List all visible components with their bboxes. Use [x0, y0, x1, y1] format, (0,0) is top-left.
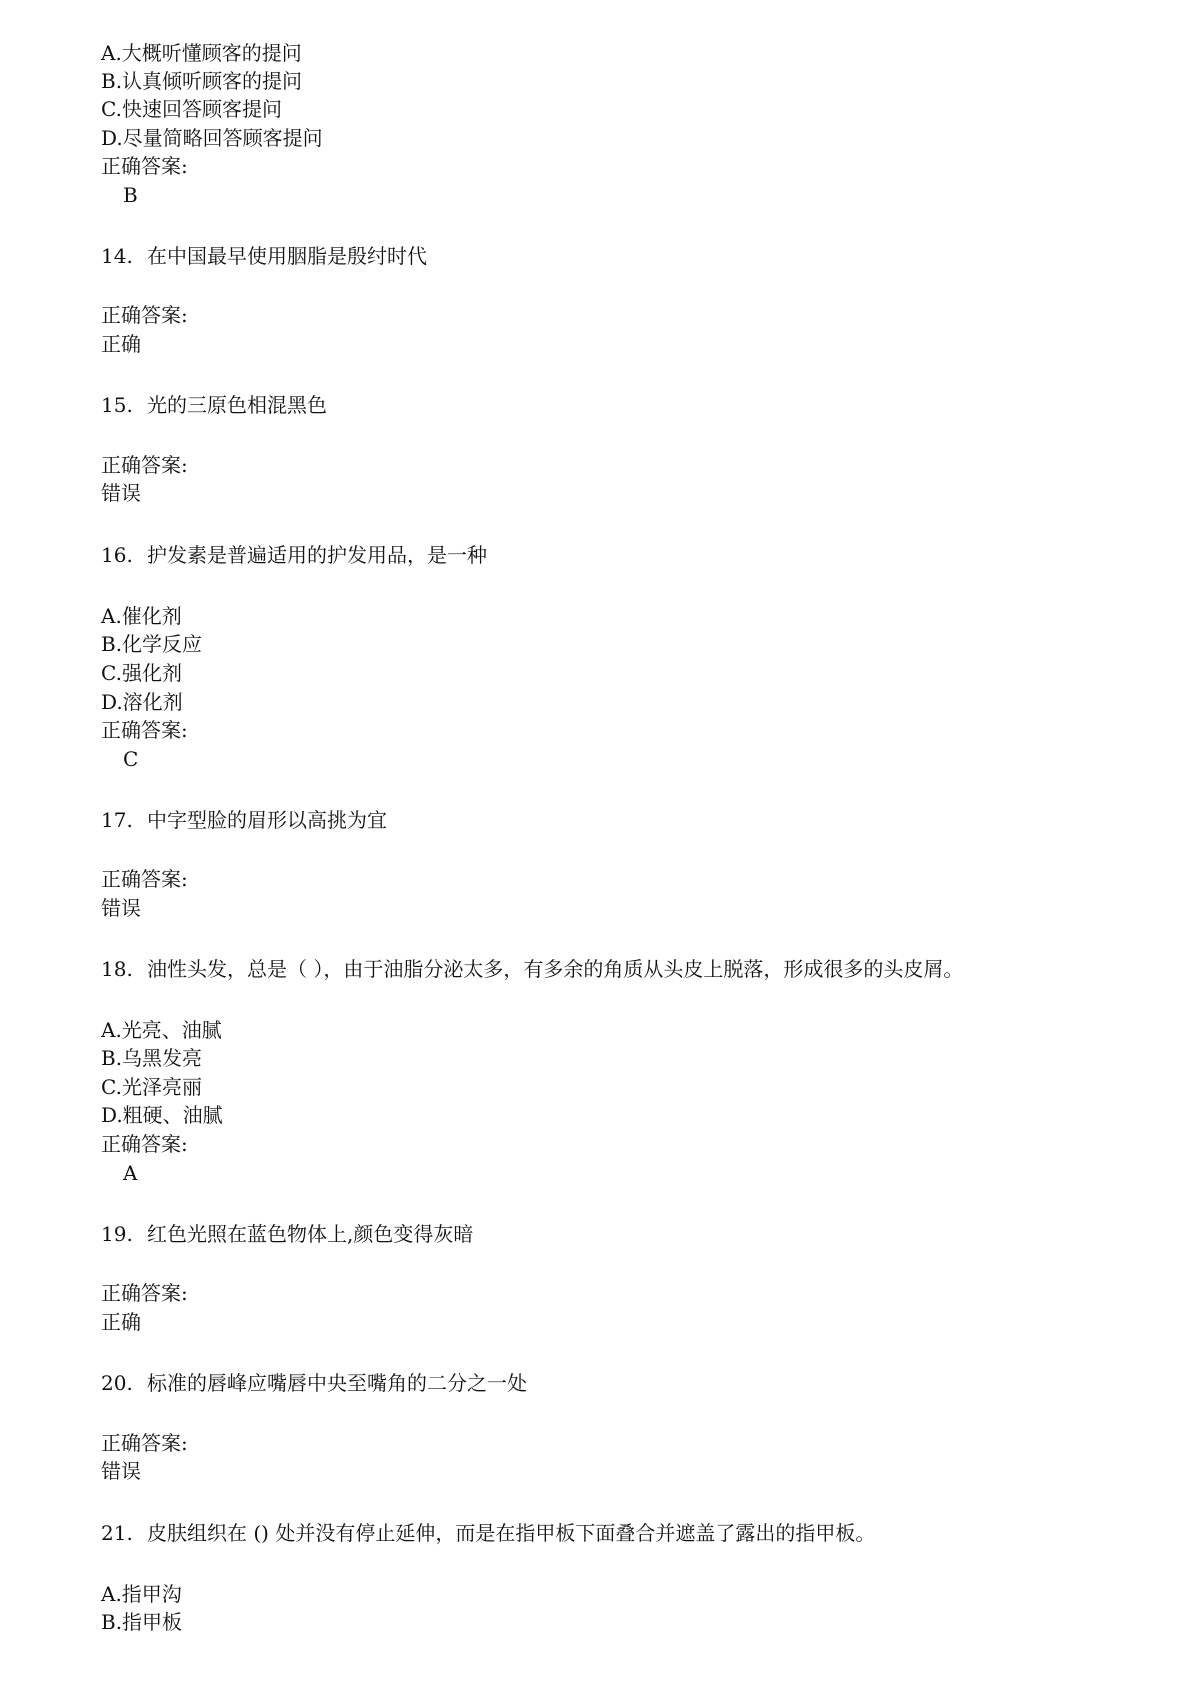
option-line: D.溶化剂: [101, 690, 183, 714]
answer-value: 错误: [101, 1459, 141, 1483]
question-text: 护发素是普遍适用的护发用品，是一种: [147, 543, 487, 567]
question-number: 14.: [101, 244, 133, 268]
question-line: [101, 244, 427, 268]
answer-value: C: [123, 747, 139, 771]
question-line: [101, 393, 327, 417]
answer-value: 错误: [101, 896, 141, 920]
option-line: A.大概听懂顾客的提问: [101, 41, 302, 65]
question-number: 20.: [101, 1371, 133, 1395]
answer-label: 正确答案:: [101, 1281, 188, 1305]
question-number: 19.: [101, 1222, 133, 1246]
answer-label: 正确答案:: [101, 718, 188, 742]
answer-value: 正确: [101, 332, 141, 356]
option-line: B.化学反应: [101, 632, 203, 656]
question-line: [101, 1521, 875, 1545]
question-text: 标准的唇峰应嘴唇中央至嘴角的二分之一处: [147, 1371, 527, 1395]
option-line: C.光泽亮丽: [101, 1075, 202, 1099]
answer-label: 正确答案:: [101, 1132, 188, 1156]
answer-label: 正确答案:: [101, 303, 188, 327]
option-line: B.认真倾听顾客的提问: [101, 69, 303, 93]
question-line: [101, 1222, 473, 1246]
question-number: 15.: [101, 393, 133, 417]
answer-label: 正确答案:: [101, 453, 188, 477]
option-line: D.尽量简略回答顾客提问: [101, 126, 323, 150]
answer-value: A: [123, 1161, 138, 1185]
option-line: B.乌黑发亮: [101, 1046, 203, 1070]
question-text: 油性头发，总是（ ），由于油脂分泌太多，有多余的角质从头皮上脱落，形成很多的头皮屑。: [147, 957, 964, 981]
question-text: 皮肤组织在 () 处并没有停止延伸，而是在指甲板下面叠合并遮盖了露出的指甲板。: [147, 1521, 876, 1545]
question-number: 17.: [101, 808, 133, 832]
question-text: 红色光照在蓝色物体上,颜色变得灰暗: [147, 1222, 474, 1246]
answer-value: B: [123, 183, 138, 207]
option-line: C.快速回答顾客提问: [101, 97, 282, 121]
option-line: C.强化剂: [101, 661, 182, 685]
option-line: A.光亮、油腻: [101, 1018, 222, 1042]
question-line: [101, 808, 387, 832]
answer-label: 正确答案:: [101, 1431, 188, 1455]
question-number: 21.: [101, 1521, 133, 1545]
answer-label: 正确答案:: [101, 154, 188, 178]
question-line: [101, 957, 963, 981]
option-line: D.粗硬、油腻: [101, 1103, 223, 1127]
question-text: 中字型脸的眉形以高挑为宜: [147, 808, 387, 832]
question-number: 16.: [101, 543, 133, 567]
question-number: 18.: [101, 957, 133, 981]
answer-value: 错误: [101, 481, 141, 505]
option-line: B.指甲板: [101, 1610, 183, 1634]
option-line: A.催化剂: [101, 604, 182, 628]
question-text: 在中国最早使用胭脂是殷纣时代: [147, 244, 427, 268]
answer-label: 正确答案:: [101, 867, 188, 891]
question-text: 光的三原色相混黑色: [147, 393, 327, 417]
question-line: [101, 1371, 527, 1395]
question-line: [101, 543, 487, 567]
option-line: A.指甲沟: [101, 1582, 182, 1606]
answer-value: 正确: [101, 1310, 141, 1334]
